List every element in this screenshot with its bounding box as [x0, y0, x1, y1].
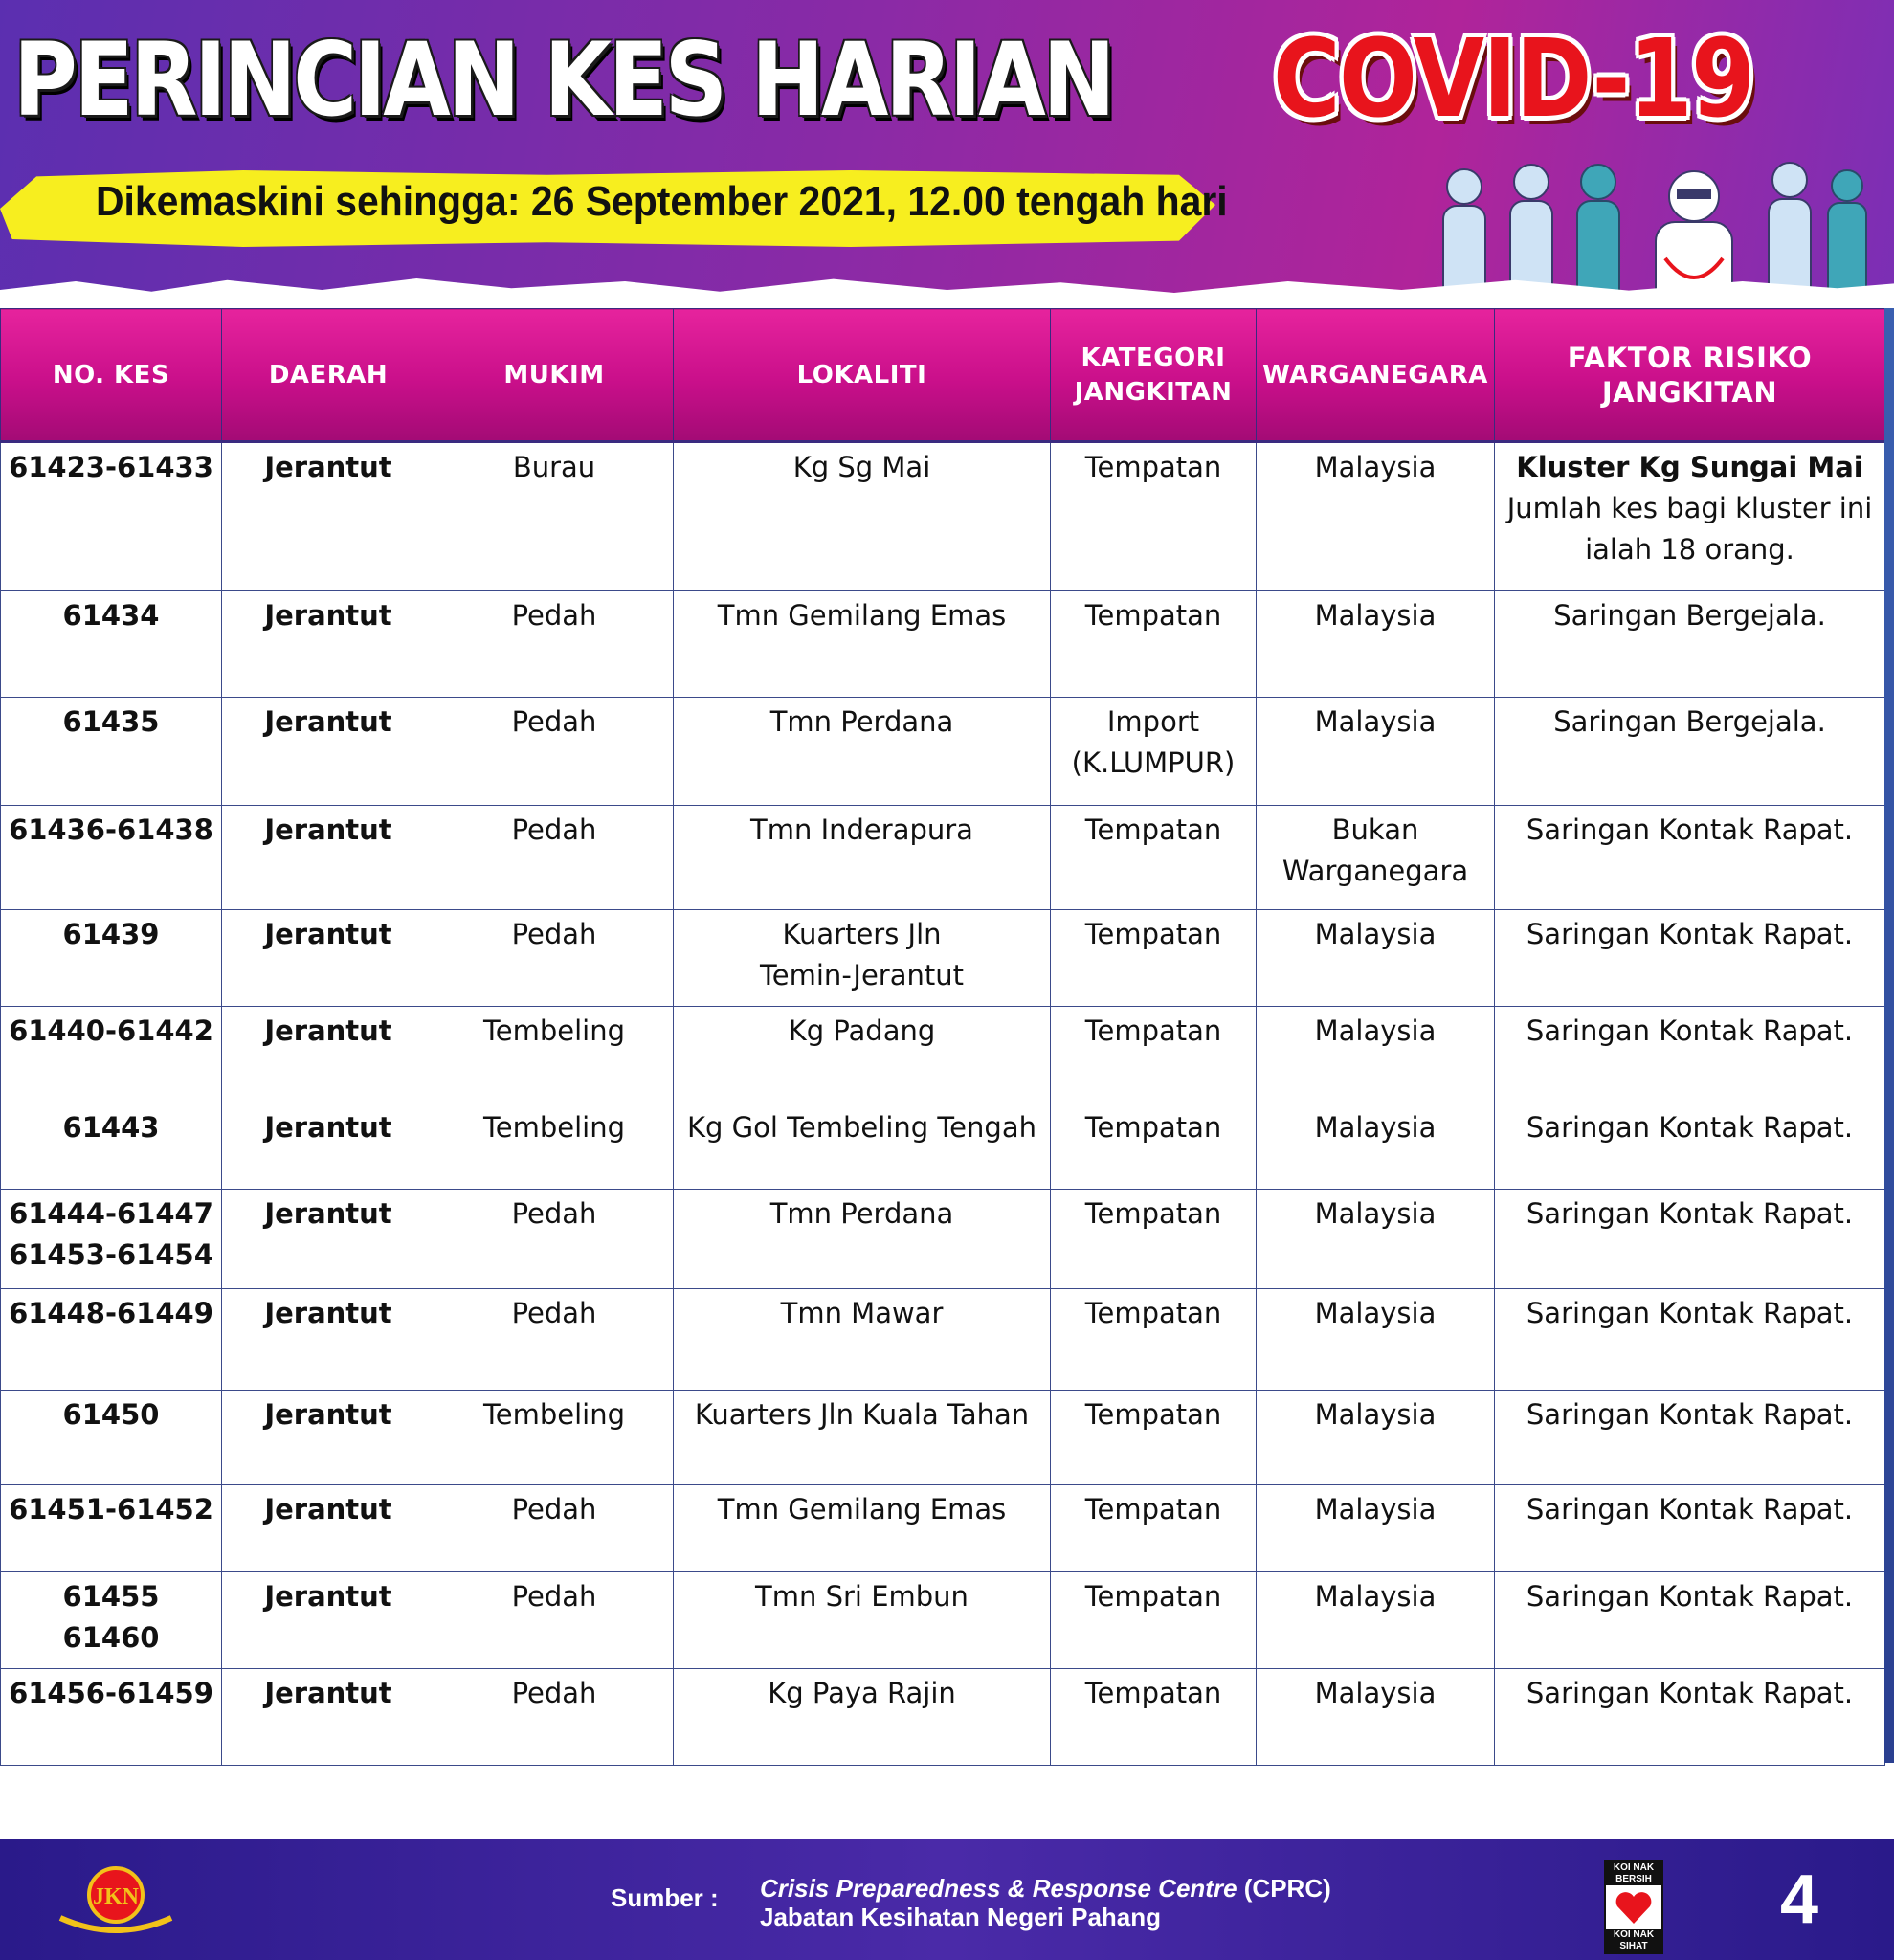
cell-no-kes: 61434 [1, 591, 222, 698]
col-warganegara: WARGANEGARA [1257, 309, 1495, 442]
col-kategori: KATEGORI JANGKITAN [1051, 309, 1257, 442]
cell-faktor: Saringan Kontak Rapat. [1495, 1007, 1885, 1103]
cell-faktor: Saringan Bergejala. [1495, 591, 1885, 698]
cell-mukim: Pedah [435, 698, 674, 806]
cell-kategori: Tempatan [1051, 1103, 1257, 1190]
cell-mukim: Pedah [435, 1190, 674, 1289]
cell-mukim: Pedah [435, 1289, 674, 1391]
cell-kategori: Tempatan [1051, 1289, 1257, 1391]
cell-faktor: Saringan Kontak Rapat. [1495, 1391, 1885, 1485]
page-header [0, 0, 1894, 308]
cell-warganegara: Malaysia [1257, 1485, 1495, 1572]
cell-daerah: Jerantut [222, 591, 435, 698]
cell-warganegara: Malaysia [1257, 1007, 1495, 1103]
cell-mukim: Pedah [435, 591, 674, 698]
cell-faktor: Saringan Kontak Rapat. [1495, 806, 1885, 910]
page-footer [0, 1839, 1894, 1960]
heart-icon [1614, 1889, 1654, 1927]
table-row [1, 1190, 1885, 1289]
col-no-kes: NO. KES [1, 309, 222, 442]
cell-faktor: Saringan Bergejala. [1495, 698, 1885, 806]
cell-mukim: Tembeling [435, 1391, 674, 1485]
cell-no-kes: 61450 [1, 1391, 222, 1485]
cell-warganegara: Malaysia [1257, 591, 1495, 698]
page-title: PERINCIAN KES HARIAN [13, 21, 1113, 139]
cell-daerah: Jerantut [222, 1485, 435, 1572]
table-row [1, 1391, 1885, 1485]
koi-nak-sihat-badge [1604, 1860, 1663, 1954]
cell-warganegara: Malaysia [1257, 442, 1495, 591]
cell-warganegara: Malaysia [1257, 910, 1495, 1007]
page-title-covid: COVID-19 [1273, 17, 1754, 142]
cell-warganegara: Malaysia [1257, 1190, 1495, 1289]
cell-daerah: Jerantut [222, 806, 435, 910]
page-number: 4 [1780, 1861, 1819, 1938]
cell-warganegara: Bukan Warganegara [1257, 806, 1495, 910]
table-row [1, 806, 1885, 910]
cell-daerah: Jerantut [222, 1572, 435, 1669]
table-row [1, 442, 1885, 591]
source-line-2: Jabatan Kesihatan Negeri Pahang [760, 1903, 1162, 1931]
cell-warganegara: Malaysia [1257, 1391, 1495, 1485]
table-row [1, 1103, 1885, 1190]
cell-lokaliti: Tmn Perdana [674, 698, 1051, 806]
cell-no-kes: 61455 61460 [1, 1572, 222, 1669]
cell-daerah: Jerantut [222, 910, 435, 1007]
cell-kategori: Tempatan [1051, 1485, 1257, 1572]
cell-kategori: Import (K.LUMPUR) [1051, 698, 1257, 806]
cell-faktor [1495, 442, 1885, 591]
right-edge-decoration [1884, 308, 1894, 1763]
cell-faktor: Saringan Kontak Rapat. [1495, 1572, 1885, 1669]
cell-lokaliti: Tmn Sri Embun [674, 1572, 1051, 1669]
cases-table [0, 308, 1885, 1766]
cell-kategori: Tempatan [1051, 1007, 1257, 1103]
cell-mukim: Pedah [435, 1485, 674, 1572]
cell-lokaliti: Tmn Gemilang Emas [674, 1485, 1051, 1572]
cell-kategori: Tempatan [1051, 1391, 1257, 1485]
source-line-1 [760, 1874, 1331, 1904]
cell-daerah: Jerantut [222, 1289, 435, 1391]
cell-no-kes: 61456-61459 [1, 1669, 222, 1766]
cell-lokaliti: Kuarters Jln Kuala Tahan [674, 1391, 1051, 1485]
cell-daerah: Jerantut [222, 1190, 435, 1289]
cell-kategori: Tempatan [1051, 1572, 1257, 1669]
cell-no-kes: 61423-61433 [1, 442, 222, 591]
cell-mukim: Pedah [435, 806, 674, 910]
cell-warganegara: Malaysia [1257, 1289, 1495, 1391]
cell-mukim: Pedah [435, 1572, 674, 1669]
cell-daerah: Jerantut [222, 1669, 435, 1766]
cell-lokaliti: Kg Padang [674, 1007, 1051, 1103]
cell-kategori: Tempatan [1051, 1190, 1257, 1289]
cluster-name: Kluster Kg Sungai Mai [1516, 451, 1863, 483]
cell-faktor: Saringan Kontak Rapat. [1495, 1485, 1885, 1572]
cell-mukim: Tembeling [435, 1007, 674, 1103]
badge-bottom-text: KOI NAK SIHAT [1606, 1929, 1661, 1952]
cell-warganegara: Malaysia [1257, 1103, 1495, 1190]
source-name: Crisis Preparedness & Response Centre [760, 1874, 1237, 1903]
cell-no-kes: 61439 [1, 910, 222, 1007]
table-row [1, 591, 1885, 698]
cell-lokaliti: Kg Sg Mai [674, 442, 1051, 591]
table-row [1, 1669, 1885, 1766]
cell-faktor: Saringan Kontak Rapat. [1495, 910, 1885, 1007]
cell-mukim: Burau [435, 442, 674, 591]
source-label: Sumber : [611, 1883, 719, 1912]
cell-kategori: Tempatan [1051, 591, 1257, 698]
cell-faktor-text: Jumlah kes bagi kluster ini ialah 18 orang. [1506, 492, 1873, 566]
cell-mukim: Tembeling [435, 1103, 674, 1190]
cell-no-kes: 61451-61452 [1, 1485, 222, 1572]
col-faktor: FAKTOR RISIKO JANGKITAN [1495, 309, 1885, 442]
cell-no-kes: 61435 [1, 698, 222, 806]
table-row [1, 1485, 1885, 1572]
table-row [1, 1572, 1885, 1669]
cell-warganegara: Malaysia [1257, 1669, 1495, 1766]
source-abbr: (CPRC) [1237, 1874, 1331, 1903]
cell-faktor: Saringan Kontak Rapat. [1495, 1289, 1885, 1391]
jkn-logo-text: JKN [93, 1884, 139, 1909]
cell-kategori: Tempatan [1051, 806, 1257, 910]
cell-warganegara: Malaysia [1257, 1572, 1495, 1669]
cell-faktor: Saringan Kontak Rapat. [1495, 1669, 1885, 1766]
table-row [1, 910, 1885, 1007]
cell-lokaliti: Tmn Inderapura [674, 806, 1051, 910]
cell-daerah: Jerantut [222, 1007, 435, 1103]
cell-faktor: Saringan Kontak Rapat. [1495, 1190, 1885, 1289]
cell-warganegara: Malaysia [1257, 698, 1495, 806]
badge-top-text: KOI NAK BERSIH [1606, 1862, 1661, 1885]
table-row [1, 1007, 1885, 1103]
cell-no-kes: 61444-61447 61453-61454 [1, 1190, 222, 1289]
cell-lokaliti: Tmn Gemilang Emas [674, 591, 1051, 698]
table-header-row [1, 309, 1885, 442]
cell-daerah: Jerantut [222, 1391, 435, 1485]
cell-daerah: Jerantut [222, 442, 435, 591]
cell-no-kes: 61443 [1, 1103, 222, 1190]
cell-no-kes: 61440-61442 [1, 1007, 222, 1103]
cell-lokaliti: Kuarters Jln Temin-Jerantut [674, 910, 1051, 1007]
cell-mukim: Pedah [435, 1669, 674, 1766]
cell-lokaliti: Kg Gol Tembeling Tengah [674, 1103, 1051, 1190]
cell-daerah: Jerantut [222, 1103, 435, 1190]
cell-lokaliti: Tmn Mawar [674, 1289, 1051, 1391]
cell-faktor: Saringan Kontak Rapat. [1495, 1103, 1885, 1190]
update-date-text: Dikemaskini sehingga: 26 September 2021, 12.00 tengah hari [96, 178, 1228, 225]
cell-no-kes: 61448-61449 [1, 1289, 222, 1391]
cell-lokaliti: Tmn Perdana [674, 1190, 1051, 1289]
table-row [1, 698, 1885, 806]
cell-no-kes: 61436-61438 [1, 806, 222, 910]
col-lokaliti: LOKALITI [674, 309, 1051, 442]
table-row [1, 1289, 1885, 1391]
cell-kategori: Tempatan [1051, 910, 1257, 1007]
cell-lokaliti: Kg Paya Rajin [674, 1669, 1051, 1766]
col-mukim: MUKIM [435, 309, 674, 442]
cell-mukim: Pedah [435, 910, 674, 1007]
cell-kategori: Tempatan [1051, 442, 1257, 591]
col-daerah: DAERAH [222, 309, 435, 442]
cell-kategori: Tempatan [1051, 1669, 1257, 1766]
jkn-logo-icon [56, 1859, 176, 1941]
cell-daerah: Jerantut [222, 698, 435, 806]
